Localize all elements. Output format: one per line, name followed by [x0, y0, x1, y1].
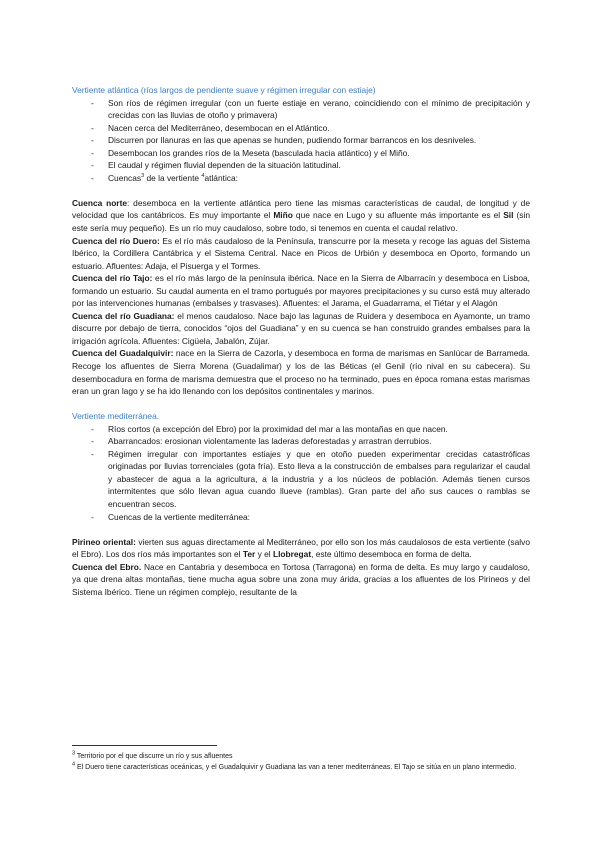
paragraph-norte: Cuenca norte: desemboca en la vertiente atlántica pero tiene las mismas características de caudal, de longitud y de velocidad que los cantábricos. Es muy importante el Miño que nace en Lugo y su afluente más importante es el Sil (sin este sería muy pequeño). Es un río muy caudaloso, sobre todo, si tenemos en cuenta el caudal relativo. — [72, 197, 530, 233]
footnote-4: $^4$ El Duero tiene características oceánicas, y el Guadalquivir y Guadiana las van a tener mediterráneas. El Tajo se sitúa en un plano intermedio. — [72, 761, 517, 771]
paragraph-ebro: Cuenca del Ebro. Nace en Cantabria y desemboca en Tortosa (Tarragona) en forma de delta. Es muy largo y caudaloso, ya que drena altas montañas, tiene mucha agua sobre una zona muy árida, gracias a los afluentes de los Pirineos y del Sistema Ibérico. Tiene un régimen complejo, resultante de la — [72, 561, 530, 597]
mediterranean-heading: Vertiente mediterránea. — [72, 411, 160, 422]
paragraph-tajo: Cuenca del río Tajo: es el río más largo de la península ibérica. Nace en la Sierra de Albarracín y desemboca en Lisboa, formando un estuario. Su caudal aumenta en el tramo portugués por mayores precipitaciones y su curso está muy alterado por las intervenciones humanas (embalses y trasvases). Afluentes: el Jarama, el Guadarrama, el Tiétar y el Alagón — [72, 273, 530, 309]
footnotes — [72, 745, 530, 773]
footnote-ref[interactable]: 3 — [141, 173, 145, 180]
list-item: - El caudal y régimen fluvial dependen de la situación latitudinal. — [91, 160, 341, 171]
list-item: - Abarrancados: erosionan violentamente las laderas deforestadas y arrastran derrubios. — [91, 436, 432, 447]
atlantic-list — [72, 97, 530, 185]
paragraph-guadalquivir: Cuenca del Guadalquivir: nace en la Sierra de Cazorla, y desemboca en forma de marismas en Sanlúcar de Barrameda. Recoge los afluentes de Sierra Morena (Guadalimar) y los de las Béticas (el Genil (río nival en su cabecera). Su desembocadura en forma de marisma demuestra que el proceso no ha terminado, pues en época romana estas marismas eran un gran lago y se ha ido llenando con los depósitos continentales y marinos. — [72, 348, 530, 397]
list-item: - Cuencas$^3$ de la vertiente $^4$atlántica: — [91, 172, 238, 183]
list-item: - Cuencas de la vertiente mediterránea: — [91, 511, 250, 522]
mediterranean-list — [72, 423, 530, 523]
list-item: - Desembocan los grandes ríos de la Meseta (basculada hacia atlántico) y el Miño. — [91, 147, 410, 158]
footnote-ref[interactable]: 4 — [201, 173, 205, 180]
list-item: - Discurren por llanuras en las que apenas se hunden, pudiendo formar barrancos en los desniveles. — [91, 135, 477, 146]
document-body — [72, 84, 530, 598]
paragraph-guadiana: Cuenca del río Guadiana: el menos caudaloso. Nace bajo las lagunas de Ruidera y desemboca en Ayamonte, un tramo discurre por debajo de tierra, conocidos “ojos del Guadiana” y en su cuenca se han construido grandes embalses para la irrigación agrícola. Afluentes: Cigüela, Jabalón, Zújar. — [72, 310, 530, 346]
atlantic-heading: Vertiente atlántica (ríos largos de pendiente suave y régimen irregular con estiaje) — [72, 85, 376, 95]
list-item: - Nacen cerca del Mediterráneo, desembocan en el Atlántico. — [91, 122, 330, 133]
paragraph-pirineo: Pirineo oriental: vierten sus aguas directamente al Mediterráneo, por ello son los más caudalosos de esta vertiente (salvo el Ebro). Los dos ríos más importantes son el Ter y el Llobregat, este último desemboca en forma de delta. — [72, 536, 530, 560]
footnote-3: $^3$ Territorio por el que discurre un río y sus afluentes — [72, 750, 233, 760]
list-item: - Son ríos de régimen irregular (con un fuerte estiaje en verano, coincidiendo con el mínimo de precipitación y crecidas con las lluvias de otoño y primavera) — [91, 97, 530, 121]
list-item: - Régimen irregular con importantes estiajes y que en otoño pueden experimentar crecidas catastróficas originadas por lluvias torrenciales (gota fría). Esto lleva a la construcción de embalses para regularizar el caudal y abastecer de agua a la agricultura, a la industria y a los núcleos de población. Además tienen cursos intermitentes que sólo llevan agua cuando llueve (ramblas). Gran parte del año sus cauces o ramblas se encuentran secos. — [91, 448, 530, 509]
list-item: - Ríos cortos (a excepción del Ebro) por la proximidad del mar a las montañas en que nacen. — [91, 423, 448, 434]
paragraph-duero: Cuenca del río Duero: Es el río más caudaloso de la Península, transcurre por la meseta y recoge las aguas del Sistema Ibérico, la Cordillera Cantábrica y el Sistema Central. Nace en Picos de Urbión y desemboca en Oporto, formando un estuario. Afluentes: Adaja, el Pisuerga y el Tormes. — [72, 235, 530, 271]
footnote-divider — [72, 745, 217, 746]
